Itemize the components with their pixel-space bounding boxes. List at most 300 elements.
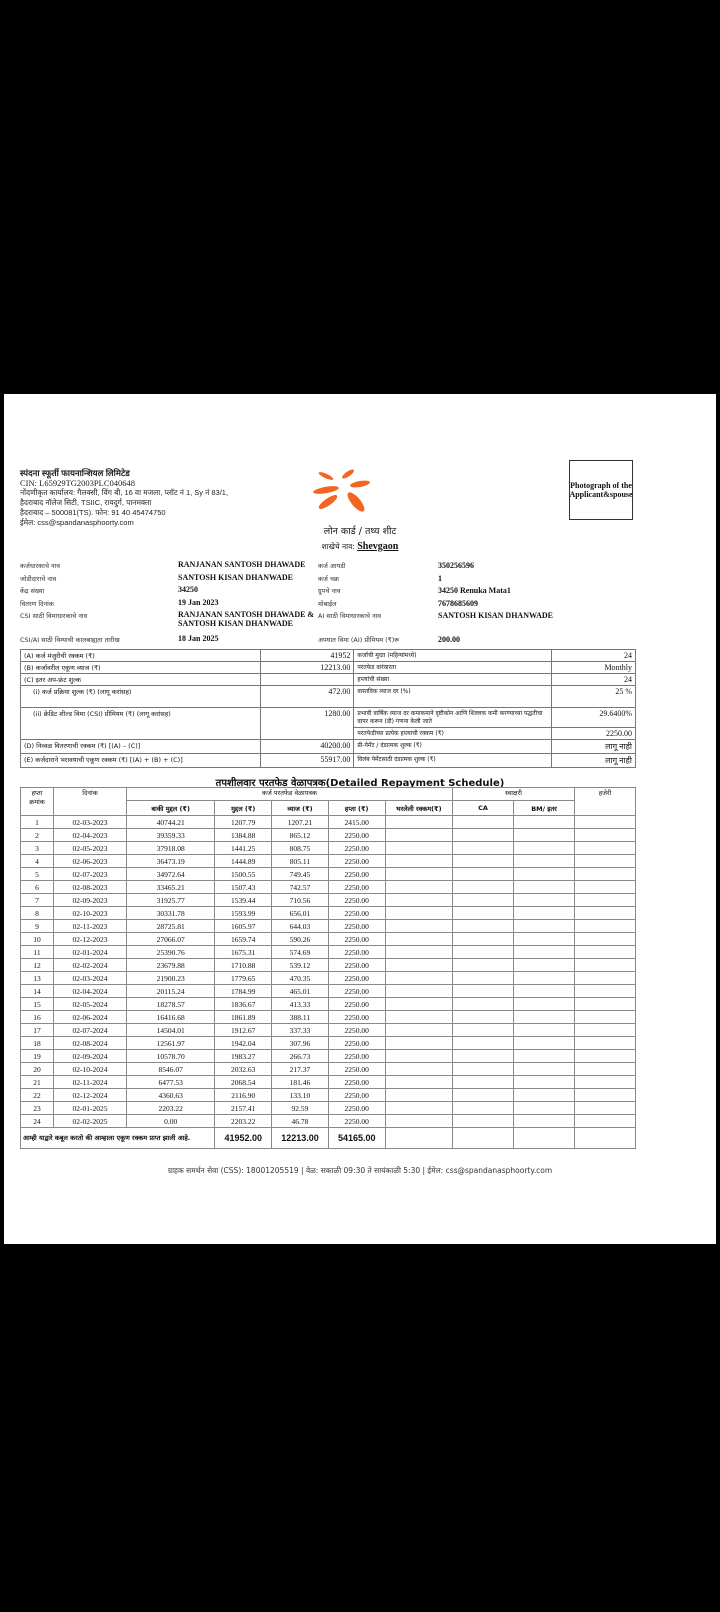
cell-empty (514, 1050, 575, 1063)
schedule-row (21, 1089, 636, 1102)
summary-value: 40200.00 (260, 740, 354, 754)
schedule-body (21, 816, 636, 1128)
cell-empty (453, 1050, 514, 1063)
cell-empty (575, 816, 636, 829)
total-attendance (575, 1128, 636, 1149)
cell-balance: 30331.78 (127, 907, 215, 920)
summary-value: 24 (551, 650, 635, 662)
cell-date: 02-04-2023 (54, 829, 127, 842)
schedule-row (21, 998, 636, 1011)
company-email: ईमेल: css@spandanasphoorty.com (20, 518, 134, 527)
cell-empty (575, 868, 636, 881)
schedule-row (21, 1063, 636, 1076)
cell-empty (385, 1063, 452, 1076)
cell-empty (385, 868, 452, 881)
cell-principal: 1784.99 (215, 985, 272, 998)
cell-empty (514, 1115, 575, 1128)
cell-balance: 10578.70 (127, 1050, 215, 1063)
cell-balance: 18278.57 (127, 998, 215, 1011)
header-loan-schedule: कर्ज परतफेड वेळापत्रक (127, 788, 453, 801)
cell-inst-no: 5 (21, 868, 54, 881)
cell-empty (514, 842, 575, 855)
cell-emi: 2250.00 (328, 829, 385, 842)
cell-empty (575, 985, 636, 998)
summary-value: 1280.00 (260, 708, 354, 740)
cell-empty (514, 920, 575, 933)
schedule-row (21, 1076, 636, 1089)
cell-empty (575, 1076, 636, 1089)
cell-empty (453, 972, 514, 985)
cell-date: 02-11-2024 (54, 1076, 127, 1089)
cell-emi: 2250.00 (328, 1089, 385, 1102)
cell-interest: 337.33 (272, 1024, 329, 1037)
schedule-row (21, 985, 636, 998)
summary-label: विलंब पेमेंटसाठी दंडात्मक शुल्क (₹) (354, 754, 551, 768)
company-name: स्पंदना स्फूर्ती फायनान्शियल लिमिटेड (20, 468, 130, 478)
cell-date: 02-01-2024 (54, 946, 127, 959)
cell-date: 02-04-2024 (54, 985, 127, 998)
cell-balance: 20115.24 (127, 985, 215, 998)
info-label: अपघात विमा (AI) प्रीमियम (₹)रू (318, 636, 400, 644)
cell-inst-no: 15 (21, 998, 54, 1011)
cell-inst-no: 11 (21, 946, 54, 959)
cell-interest: 644.03 (272, 920, 329, 933)
cell-empty (575, 998, 636, 1011)
cell-balance: 33465.21 (127, 881, 215, 894)
cell-empty (514, 1063, 575, 1076)
summary-row (21, 662, 636, 674)
cell-emi: 2250.00 (328, 1037, 385, 1050)
info-row (20, 611, 640, 635)
info-label: जोडीदाराचे नाव (20, 574, 57, 583)
cell-emi: 2250.00 (328, 842, 385, 855)
header-date: दिनांक (54, 788, 127, 816)
summary-value: Monthly (551, 662, 635, 674)
cell-principal: 1675.31 (215, 946, 272, 959)
cell-balance: 23679.88 (127, 959, 215, 972)
cell-date: 02-02-2024 (54, 959, 127, 972)
summary-value: 25 % (551, 686, 635, 708)
info-value: 18 Jan 2025 (178, 634, 219, 643)
cell-empty (575, 1089, 636, 1102)
cell-principal: 1659.74 (215, 933, 272, 946)
info-label: कर्जधारकाचे नाव (20, 562, 60, 570)
cell-interest: 465.01 (272, 985, 329, 998)
cell-date: 02-02-2025 (54, 1115, 127, 1128)
cell-balance: 25390.76 (127, 946, 215, 959)
cell-empty (385, 881, 452, 894)
cell-interest: 470.35 (272, 972, 329, 985)
loan-summary-table (20, 649, 636, 768)
cell-empty (453, 868, 514, 881)
cell-emi: 2250.00 (328, 907, 385, 920)
cell-balance: 40744.21 (127, 816, 215, 829)
cell-inst-no: 21 (21, 1076, 54, 1089)
cell-empty (453, 1102, 514, 1115)
cell-balance: 16416.68 (127, 1011, 215, 1024)
total-bm (514, 1128, 575, 1149)
summary-value: 12213.00 (260, 662, 354, 674)
summary-label: (ii) क्रेडिट शील्ड विमा (CSI) प्रीमियम (₹) (लागू करांसह) (21, 708, 261, 740)
summary-row (21, 708, 636, 728)
cell-principal: 1912.67 (215, 1024, 272, 1037)
summary-value (260, 674, 354, 686)
cell-empty (575, 959, 636, 972)
cell-date: 02-05-2024 (54, 998, 127, 1011)
cell-balance: 0.00 (127, 1115, 215, 1128)
cell-date: 02-07-2024 (54, 1024, 127, 1037)
cell-emi: 2250.00 (328, 1063, 385, 1076)
cell-empty (514, 1011, 575, 1024)
cell-inst-no: 10 (21, 933, 54, 946)
cell-empty (575, 894, 636, 907)
cell-emi: 2250.00 (328, 972, 385, 985)
total-principal: 41952.00 (215, 1128, 272, 1149)
cell-inst-no: 17 (21, 1024, 54, 1037)
info-value: 350256596 (438, 561, 474, 570)
summary-label: प्री-पेमेंट / दंडात्मक शुल्क (₹) (354, 740, 551, 754)
info-row (20, 635, 640, 648)
summary-value: लागू नाही (551, 740, 635, 754)
company-cin: CIN: L65929TG2003PLC040648 (20, 478, 135, 488)
cell-inst-no: 2 (21, 829, 54, 842)
cell-balance: 28725.81 (127, 920, 215, 933)
cell-principal: 1836.67 (215, 998, 272, 1011)
cell-empty (575, 855, 636, 868)
info-value: RANJANAN SANTOSH DHAWADE (178, 560, 306, 569)
cell-empty (385, 920, 452, 933)
cell-empty (385, 1102, 452, 1115)
schedule-row (21, 829, 636, 842)
summary-row (21, 674, 636, 686)
cell-inst-no: 3 (21, 842, 54, 855)
loan-card-page (4, 394, 716, 1244)
cell-emi: 2250.00 (328, 998, 385, 1011)
header-interest: व्याज (₹) (272, 801, 329, 816)
info-label: CSI/AI साठी विम्याची कालबाह्यता तारीख (20, 636, 120, 644)
cell-balance: 14504.01 (127, 1024, 215, 1037)
cell-emi: 2250.00 (328, 1050, 385, 1063)
cell-empty (514, 868, 575, 881)
summary-value: लागू नाही (551, 754, 635, 768)
schedule-row (21, 1037, 636, 1050)
borrower-info (20, 561, 640, 648)
summary-value: 24 (551, 674, 635, 686)
branch-label: शाखेचे नाव: (321, 542, 355, 551)
cell-principal: 1593.99 (215, 907, 272, 920)
schedule-row (21, 920, 636, 933)
cell-balance: 39359.33 (127, 829, 215, 842)
cell-empty (514, 855, 575, 868)
info-value: RANJANAN SANTOSH DHAWADE & SANTOSH KISAN DHANWADE (178, 610, 315, 628)
cell-inst-no: 14 (21, 985, 54, 998)
cell-empty (453, 881, 514, 894)
summary-label: हप्त्यांची संख्या (354, 674, 551, 686)
info-label: कर्ज आयडी (318, 562, 346, 570)
cell-emi: 2250.00 (328, 959, 385, 972)
cell-empty (453, 1063, 514, 1076)
header-inst-no: हप्ता क्रमांक (21, 788, 54, 816)
schedule-row (21, 1115, 636, 1128)
cell-principal: 1942.04 (215, 1037, 272, 1050)
info-label: मोबाईल (318, 599, 337, 608)
company-address-3: हैदराबाद – 500081(TS). फोन: 91 40 45474750 (20, 508, 166, 517)
cell-empty (385, 985, 452, 998)
cell-empty (514, 972, 575, 985)
cell-date: 02-03-2024 (54, 972, 127, 985)
cell-empty (514, 946, 575, 959)
summary-label: कर्जाची मुदत (महिन्यांमध्ये) (354, 650, 551, 662)
cell-interest: 46.78 (272, 1115, 329, 1128)
cell-interest: 574.69 (272, 946, 329, 959)
cell-interest: 808.75 (272, 842, 329, 855)
summary-label: परतफेड वारंवारता (354, 662, 551, 674)
summary-label: (E) कर्जदाराने भरावयाची एकूण रक्कम (₹) [(A) + (B) + (C)] (21, 754, 261, 768)
cell-empty (453, 959, 514, 972)
cell-inst-no: 12 (21, 959, 54, 972)
cell-date: 02-05-2023 (54, 842, 127, 855)
total-paid (385, 1128, 452, 1149)
cell-empty (453, 933, 514, 946)
cell-principal: 2116.90 (215, 1089, 272, 1102)
summary-label: परतफेडीच्या प्रत्येक हप्त्याची रक्कम (₹) (354, 728, 551, 740)
cell-empty (575, 1102, 636, 1115)
cell-principal: 1441.25 (215, 842, 272, 855)
cell-inst-no: 18 (21, 1037, 54, 1050)
cell-empty (385, 1050, 452, 1063)
summary-label: वास्तविक व्याज दर (%) (354, 686, 551, 708)
cell-principal: 2068.54 (215, 1076, 272, 1089)
header-paid: भरलेली रक्कम(₹) (385, 801, 452, 816)
cell-empty (385, 894, 452, 907)
cell-emi: 2250.00 (328, 1076, 385, 1089)
cell-empty (514, 881, 575, 894)
cell-inst-no: 7 (21, 894, 54, 907)
cell-interest: 307.96 (272, 1037, 329, 1050)
info-label: कर्ज चक्र (318, 574, 340, 583)
cell-inst-no: 16 (21, 1011, 54, 1024)
cell-emi: 2250.00 (328, 933, 385, 946)
cell-principal: 1779.65 (215, 972, 272, 985)
cell-interest: 217.37 (272, 1063, 329, 1076)
cell-empty (453, 829, 514, 842)
cell-emi: 2250.00 (328, 946, 385, 959)
cell-empty (453, 946, 514, 959)
cell-empty (575, 1115, 636, 1128)
schedule-row (21, 946, 636, 959)
schedule-total-row (21, 1128, 636, 1149)
cell-interest: 413.33 (272, 998, 329, 1011)
cell-interest: 133.10 (272, 1089, 329, 1102)
summary-value: 472.00 (260, 686, 354, 708)
header-ca: CA (453, 801, 514, 816)
cell-empty (385, 1037, 452, 1050)
cell-date: 02-10-2023 (54, 907, 127, 920)
total-ca (453, 1128, 514, 1149)
cell-inst-no: 6 (21, 881, 54, 894)
cell-principal: 1710.88 (215, 959, 272, 972)
cell-empty (514, 998, 575, 1011)
cell-inst-no: 19 (21, 1050, 54, 1063)
cell-principal: 2157.41 (215, 1102, 272, 1115)
cell-empty (514, 1024, 575, 1037)
cell-empty (453, 1089, 514, 1102)
cell-balance: 6477.53 (127, 1076, 215, 1089)
info-label: केंद्र संख्या (20, 587, 45, 595)
cell-empty (385, 855, 452, 868)
schedule-row (21, 894, 636, 907)
cell-inst-no: 20 (21, 1063, 54, 1076)
cell-empty (453, 920, 514, 933)
info-value: 200.00 (438, 635, 460, 644)
cell-interest: 181.46 (272, 1076, 329, 1089)
cell-empty (575, 881, 636, 894)
info-row (20, 586, 640, 599)
cell-empty (385, 1024, 452, 1037)
cell-empty (385, 998, 452, 1011)
customer-support-footer: ग्राहक समर्थन सेवा (CSS): 18001205519 | वेळ: सकाळी 09:30 ते सायंकाळी 5:30 | ईमेल: css@spandanasphoorty.com (167, 1166, 553, 1175)
cell-balance: 37918.08 (127, 842, 215, 855)
summary-value: 55917.00 (260, 754, 354, 768)
cell-interest: 266.73 (272, 1050, 329, 1063)
header-principal: मुद्दल (₹) (215, 801, 272, 816)
cell-inst-no: 22 (21, 1089, 54, 1102)
cell-interest: 539.12 (272, 959, 329, 972)
cell-empty (575, 829, 636, 842)
info-value: SANTOSH KISAN DHANWADE (178, 572, 293, 582)
cell-empty (453, 855, 514, 868)
summary-label: (i) कर्ज प्रक्रिया शुल्क (₹) (लागू करांसह) (21, 686, 261, 708)
cell-date: 02-09-2024 (54, 1050, 127, 1063)
cell-emi: 2250.00 (328, 920, 385, 933)
summary-row (21, 650, 636, 662)
cell-principal: 1444.89 (215, 855, 272, 868)
cell-date: 02-09-2023 (54, 894, 127, 907)
cell-empty (575, 1037, 636, 1050)
cell-empty (385, 907, 452, 920)
cell-balance: 34972.64 (127, 868, 215, 881)
cell-date: 02-06-2024 (54, 1011, 127, 1024)
info-value: 1 (438, 573, 442, 583)
cell-balance: 4360.63 (127, 1089, 215, 1102)
repayment-schedule-table (20, 787, 636, 1149)
cell-principal: 1983.27 (215, 1050, 272, 1063)
cell-empty (453, 894, 514, 907)
info-row (20, 561, 640, 574)
schedule-row (21, 842, 636, 855)
schedule-row (21, 972, 636, 985)
schedule-row (21, 816, 636, 829)
cell-empty (453, 1024, 514, 1037)
cell-empty (575, 907, 636, 920)
photograph-box: Photograph of the Applicant&spouse (569, 460, 633, 520)
schedule-row (21, 1011, 636, 1024)
cell-empty (453, 816, 514, 829)
info-row (20, 599, 640, 612)
summary-label: प्रभावी वार्षिक व्याज दर कमाकमाने दृष्टीकोन आणि शिल्लक कमी करण्याच्या पद्धतीचा वापर करून (डी) गणना केली जाते (354, 708, 551, 728)
branch-name (4, 541, 716, 552)
header-balance: बाकी मुद्दल (₹) (127, 801, 215, 816)
cell-balance: 27066.07 (127, 933, 215, 946)
cell-interest: 1207.21 (272, 816, 329, 829)
header-emi: हप्ता (₹) (328, 801, 385, 816)
cell-emi: 2250.00 (328, 1115, 385, 1128)
branch-value: Shevgaon (357, 541, 399, 552)
summary-row (21, 740, 636, 754)
cell-emi: 2250.00 (328, 985, 385, 998)
cell-empty (385, 1115, 452, 1128)
cell-inst-no: 1 (21, 816, 54, 829)
summary-label: (A) कर्ज मंजुरीची रक्कम (₹) (21, 650, 261, 662)
cell-interest: 865.12 (272, 829, 329, 842)
cell-balance: 12561.97 (127, 1037, 215, 1050)
cell-empty (514, 1076, 575, 1089)
cell-date: 02-06-2023 (54, 855, 127, 868)
cell-empty (514, 894, 575, 907)
summary-value: 41952 (260, 650, 354, 662)
cell-emi: 2415.00 (328, 816, 385, 829)
cell-principal: 1384.88 (215, 829, 272, 842)
cell-empty (514, 816, 575, 829)
company-address-2: हैदराबाद नॉलेज सिटी, TSIIC, रायदुर्ग, पानमक्ता (20, 498, 152, 507)
cell-empty (385, 842, 452, 855)
cell-empty (453, 985, 514, 998)
schedule-row (21, 881, 636, 894)
total-emi: 54165.00 (328, 1128, 385, 1149)
total-interest: 12213.00 (272, 1128, 329, 1149)
info-value: 34250 Renuka Mata1 (438, 586, 511, 595)
cell-empty (385, 933, 452, 946)
header-attendance: हजेरी (575, 788, 636, 816)
info-label: ग्रुपचे नाव (318, 587, 341, 595)
cell-interest: 710.56 (272, 894, 329, 907)
cell-empty (453, 1037, 514, 1050)
header-signature: स्वाक्षरी (453, 788, 575, 801)
cell-principal: 1539.44 (215, 894, 272, 907)
cell-empty (385, 829, 452, 842)
cell-emi: 2250.00 (328, 868, 385, 881)
cell-empty (575, 1063, 636, 1076)
cell-emi: 2250.00 (328, 1011, 385, 1024)
cell-empty (514, 959, 575, 972)
cell-empty (453, 1076, 514, 1089)
cell-empty (385, 1089, 452, 1102)
cell-date: 02-08-2024 (54, 1037, 127, 1050)
info-label: CSI साठी विमाधारकाचे नाव (20, 612, 88, 620)
cell-date: 02-12-2024 (54, 1089, 127, 1102)
cell-date: 02-11-2023 (54, 920, 127, 933)
page-title: लोन कार्ड / तथ्य शीट (323, 526, 397, 537)
cell-interest: 749.45 (272, 868, 329, 881)
cell-empty (514, 933, 575, 946)
cell-empty (575, 933, 636, 946)
cell-inst-no: 23 (21, 1102, 54, 1115)
cell-principal: 1500.55 (215, 868, 272, 881)
cell-empty (514, 1089, 575, 1102)
cell-date: 02-03-2023 (54, 816, 127, 829)
cell-interest: 656.01 (272, 907, 329, 920)
cell-interest: 92.59 (272, 1102, 329, 1115)
cell-principal: 2032.63 (215, 1063, 272, 1076)
cell-balance: 8546.07 (127, 1063, 215, 1076)
cell-principal: 1605.97 (215, 920, 272, 933)
cell-interest: 805.11 (272, 855, 329, 868)
cell-emi: 2250.00 (328, 1102, 385, 1115)
schedule-row (21, 1102, 636, 1115)
cell-inst-no: 24 (21, 1115, 54, 1128)
company-address-1: नोंदणीकृत कार्यालय: गैलक्सी, विंग बी, 16 वा मजला, प्लॉट नं 1, Sy नं 83/1, (20, 488, 229, 497)
cell-empty (575, 1050, 636, 1063)
